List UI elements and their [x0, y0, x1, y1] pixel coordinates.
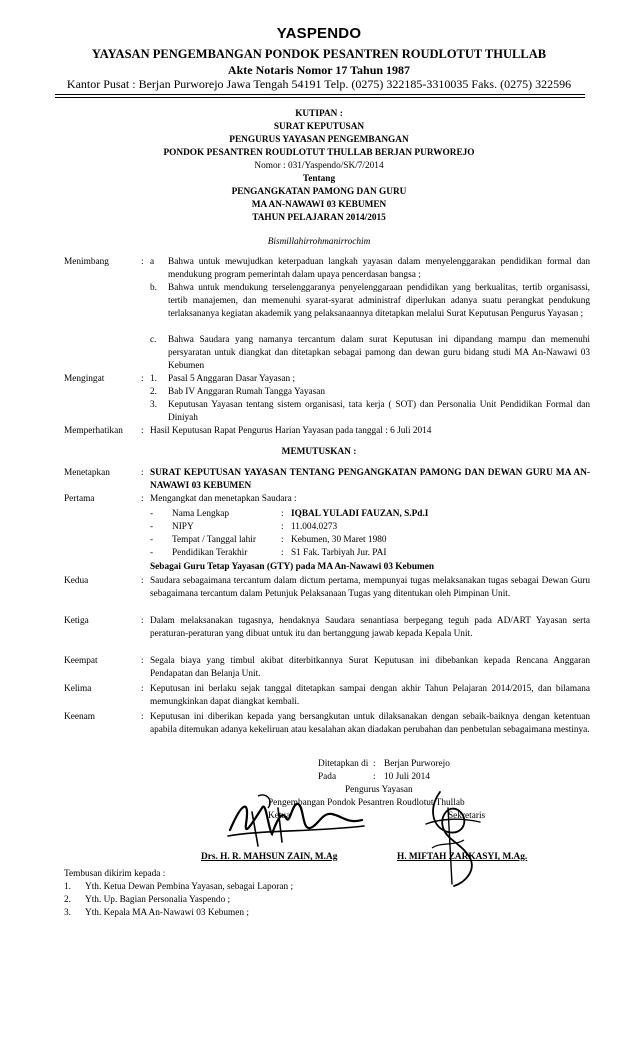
sekretaris-title: Sekretaris: [448, 811, 486, 821]
mengingat-marker-1: 1.: [150, 374, 157, 384]
kelima-text: Keputusan ini berlaku sejak tanggal ditetapkan sampai dengan akhir Tahun Pelajaran 2014/2015, dan bilamana memungkinkan dapat diangkat kembali.: [150, 684, 590, 707]
kelima-colon: :: [141, 684, 144, 694]
title-tentang: Tentang: [302, 174, 336, 184]
title-pengurus: PENGURUS YAYASAN PENGEMBANGAN: [229, 135, 409, 145]
menetapkan-text: SURAT KEPUTUSAN YAYASAN TENTANG PENGANGKATAN PAMONG DAN DEWAN GURU MA AN-NAWAWI 03 KEBUMEN: [150, 468, 590, 491]
sekretaris-name: H. MIFTAH ZARKASYI, M.Ag.: [397, 852, 528, 862]
field-ttl-value: Kebumen, 30 Maret 1980: [291, 535, 387, 545]
ketua-title: Ketua: [268, 811, 291, 821]
ditetapkan-label: Ditetapkan di: [318, 759, 369, 769]
menimbang-label: Menimbang: [64, 257, 109, 267]
title-kutipan: KUTIPAN :: [295, 109, 343, 119]
tembusan-item-1: Yth. Ketua Dewan Pembina Yayasan, sebagai Laporan ;: [85, 882, 294, 892]
pengembangan-line: Pengembangan Pondok Pesantren Roudlotut Thullab: [268, 798, 465, 808]
keempat-label: Keempat: [64, 656, 98, 666]
title-line-3: TAHUN PELAJARAN 2014/2015: [252, 213, 386, 223]
menimbang-marker-b: b.: [150, 283, 157, 293]
sekretaris-signature: [418, 788, 488, 890]
field-ttl-label: Tempat / Tanggal lahir: [172, 535, 256, 545]
ketua-signature: [222, 790, 372, 852]
pertama-closing: Sebagai Guru Tetap Yayasan (GTY) pada MA An-Nawawi 03 Kebumen: [150, 562, 435, 572]
tembusan-marker-1: 1.: [64, 882, 71, 892]
tembusan-item-3: Yth. Kepala MA An-Nawawi 03 Kebumen ;: [85, 908, 249, 918]
field-pendidikan-label: Pendidikan Terakhir: [172, 548, 248, 558]
kedua-text: Saudara sebagaimana tercantum dalam dictum pertama, mempunyai tugas melaksanakan tugas sebagai Dewan Guru sebagaimana tercantum dalam Petunjuk Pelaksanaan Tugas yang ditentukan oleh Pimpinan Unit.: [150, 576, 590, 599]
org-full-name: YAYASAN PENGEMBANGAN PONDOK PESANTREN ROUDLOTUT THULLAB: [91, 47, 547, 61]
pertama-colon: :: [141, 494, 144, 504]
org-short-name: YASPENDO: [276, 25, 362, 42]
field-dash: -: [150, 535, 154, 545]
header-rule-thick: [55, 94, 585, 95]
field-colon: :: [281, 535, 284, 545]
pada-colon: :: [373, 772, 376, 782]
menimbang-item-c: Bahwa Saudara yang namanya tercantum dalam surat Keputusan ini dipandang mampu dan memenuhi persyaratan untuk diangkat dan ditetapkan sebagai pamong dan dewan guru bidang studi MA An-Nawawi 03 Kebumen: [168, 335, 590, 371]
mengingat-colon: :: [141, 374, 144, 384]
title-line-2: MA AN-NAWAWI 03 KEBUMEN: [251, 200, 387, 210]
field-colon: :: [281, 509, 284, 519]
mengingat-label: Mengingat: [64, 374, 105, 384]
field-nipy-value: 11.004.0273: [291, 522, 338, 532]
org-akte: Akte Notaris Nomor 17 Tahun 1987: [227, 63, 411, 77]
menetapkan-label: Menetapkan: [64, 468, 110, 478]
field-colon: :: [281, 522, 284, 532]
field-nama-label: Nama Lengkap: [172, 509, 230, 519]
pengurus-yayasan: Pengurus Yayasan: [345, 785, 413, 795]
ketiga-label: Ketiga: [64, 616, 89, 626]
field-nama-value: IQBAL YULADI FAUZAN, S.Pd.I: [291, 509, 429, 519]
bismillah: Bismillahirrohmanirrochim: [267, 237, 371, 247]
tembusan-item-2: Yth. Up. Bagian Personalia Yaspendo ;: [85, 895, 231, 905]
title-nomor: Nomor : 031/Yaspendo/SK/7/2014: [254, 161, 384, 171]
kedua-colon: :: [141, 576, 144, 586]
ketiga-text: Dalam melaksanakan tugasnya, hendaknya Saudara senantiasa berpegang teguh pada AD/ART Yayasan serta peraturan-peraturan yang dibuat untuk itu dan bertanggung jawab kepada Kepala Unit.: [150, 616, 590, 639]
tembusan-marker-2: 2.: [64, 895, 71, 905]
mengingat-marker-2: 2.: [150, 387, 157, 397]
tembusan-marker-3: 3.: [64, 908, 71, 918]
kelima-label: Kelima: [64, 684, 92, 694]
pada-label: Pada: [318, 772, 337, 782]
menimbang-marker-a: a: [150, 257, 155, 267]
pertama-label: Pertama: [64, 494, 95, 504]
menetapkan-colon: :: [141, 468, 144, 478]
field-dash: -: [150, 509, 154, 519]
field-pendidikan-value: S1 Fak. Tarbiyah Jur. PAI: [291, 548, 387, 558]
field-dash: -: [150, 522, 154, 532]
memperhatikan-text: Hasil Keputusan Rapat Pengurus Harian Yayasan pada tanggal : 6 Juli 2014: [150, 426, 432, 436]
kedua-label: Kedua: [64, 576, 89, 586]
mengingat-item-2: Bab IV Anggaran Rumah Tangga Yayasan: [168, 387, 326, 397]
ketiga-colon: :: [141, 616, 144, 626]
field-nipy-label: NIPY: [172, 522, 194, 532]
field-colon: :: [281, 548, 284, 558]
menimbang-marker-c: c.: [150, 335, 157, 345]
title-pondok: PONDOK PESANTREN ROUDLOTUT THULLAB BERJAN PURWOREJO: [163, 148, 475, 158]
title-line-1: PENGANGKATAN PAMONG DAN GURU: [231, 187, 407, 197]
pertama-text: Mengangkat dan menetapkan Saudara :: [150, 494, 297, 504]
keenam-colon: :: [141, 712, 144, 722]
keempat-colon: :: [141, 656, 144, 666]
title-surat: SURAT KEPUTUSAN: [273, 122, 365, 132]
org-address: Kantor Pusat : Berjan Purworejo Jawa Tengah 54191 Telp. (0275) 322185-3310035 Faks. (0275) 322596: [66, 77, 572, 91]
field-dash: -: [150, 548, 154, 558]
memutuskan-heading: MEMUTUSKAN :: [281, 447, 357, 457]
keempat-text: Segala biaya yang timbul akibat diterbitkannya Surat Keputusan ini dibebankan kepada Rencana Anggaran Pendapatan dan Belanja Unit.: [150, 656, 590, 679]
memperhatikan-label: Memperhatikan: [64, 426, 123, 436]
pada-value: 10 Juli 2014: [384, 772, 430, 782]
memperhatikan-colon: :: [141, 426, 144, 436]
menimbang-colon: :: [141, 257, 144, 267]
ditetapkan-value: Berjan Purworejo: [384, 759, 450, 769]
mengingat-item-1: Pasal 5 Anggaran Dasar Yayasan ;: [168, 374, 296, 384]
keenam-text: Keputusan ini diberikan kepada yang bersangkutan untuk dilaksanakan dengan sebaik-baiknya dengan ketentuan apabila ditemukan adanya kekeliruan atau kesalahan akan diadakan perubahan dan penbetulan sebagaimana mestinya.: [150, 712, 590, 735]
ketua-name: Drs. H. R. MAHSUN ZAIN, M.Ag: [201, 852, 338, 862]
menimbang-item-b: Bahwa untuk mendukung terselenggaranya penyelenggaraan pendidikan yang berkualitas, tertib organisassi, tertib manajemen, dan memenuhi syarat-syarat administraf diperlukan adanya suatu perangkat pendukung terlaksananya kegiatan akademik yang pelaksanaannya ditetapkan melalui Surat Keputusan Pengurus Yayasan ;: [168, 283, 590, 319]
mengingat-marker-3: 3.: [150, 400, 157, 410]
ditetapkan-colon: :: [373, 759, 376, 769]
menimbang-item-a: Bahwa untuk mewujudkan keterpaduan langkah yayasan dalam menyelenggarakan pendidikan formal dan mendukung program pemerintah dalam upaya pencerdasan bangsa ;: [168, 257, 590, 280]
tembusan-title: Tembusan dikirim kepada :: [64, 869, 166, 879]
keenam-label: Keenam: [64, 712, 95, 722]
header-rule-thin: [55, 97, 585, 98]
mengingat-item-3: Keputusan Yayasan tentang sistem organisasi, tata kerja ( SOT) dan Personalia Unit Pendidikan Formal dan Diniyah: [168, 400, 590, 423]
